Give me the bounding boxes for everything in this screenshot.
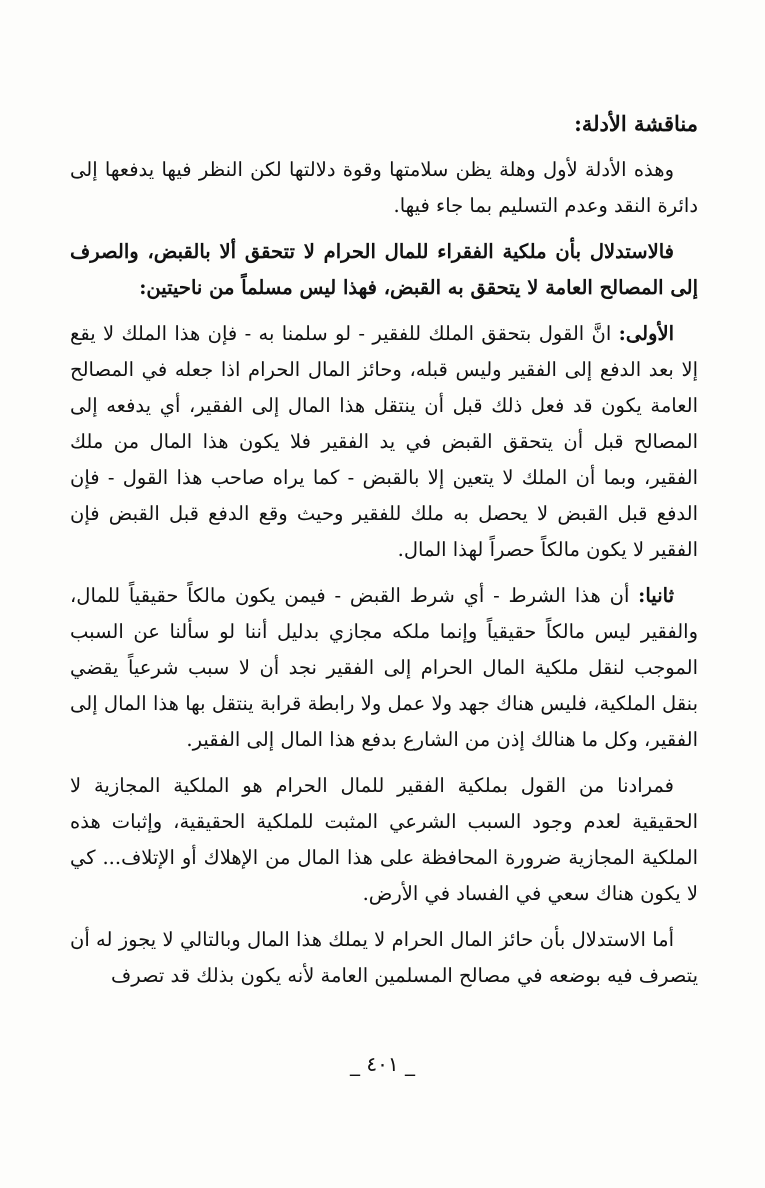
first-point-text: انَّ القول بتحقق الملك للفقير - لو سلمنا به - فإن هذا الملك لا يقع إلا بعد الدفع إلى الفقير وليس قبله، وحائز المال الحرام اذا جعله في المصالح العامة يكون قد فعل ذلك قبل أن ينتقل هذا المال إلى الفقير، أي يدفعه إلى المصالح قبل أن يتحقق القبض في يد الفقير فلا يكون هذا المال من ملك الفقير، وبما أن الملك لا يتعين إلا بالقبض - كما يراه صاحب هذا القول - فإن الدفع قبل القبض لا يحصل به ملك للفقير وحيث وقع الدفع قبل القبض فإن الفقير لا يكون مالكاً حصراً لهذا المال. bbox=[70, 322, 698, 561]
page-body bbox=[70, 110, 698, 994]
first-point-label: الأولى: bbox=[618, 322, 674, 345]
spacer bbox=[70, 306, 698, 316]
section-heading: مناقشة الأدلة: bbox=[574, 111, 698, 136]
paragraph-claim: فالاستدلال بأن ملكية الفقراء للمال الحرام لا تتحقق ألا بالقبض، والصرف إلى المصالح العامة لا يتحقق به القبض، فهذا ليس مسلماً من ناحيتين: bbox=[70, 240, 698, 299]
paragraph-next-argument: أما الاستدلال بأن حائز المال الحرام لا يملك هذا المال وبالتالي لا يجوز له أن يتصرف فيه بوضعه في مصالح المسلمين العامة لأنه يكون بذلك قد تصرف bbox=[70, 928, 698, 987]
second-point-label: ثانيا: bbox=[638, 584, 674, 607]
paragraph-first-point bbox=[70, 316, 698, 568]
second-point-text: أن هذا الشرط - أي شرط القبض - فيمن يكون مالكاً حقيقياً للمال، والفقير ليس مالكاً حقيقياً وإنما ملكه مجازي بدليل أننا لو سألنا عن السبب الموجب لنقل ملكية المال الحرام إلى الفقير نجد أن لا سبب شرعياً يقضي بنقل الملكية، فليس هناك جهد ولا عمل ولا رابطة قرابة ينتقل بها هذا المال إلى الفقير، وكل ما هنالك إذن من الشارع بدفع هذا المال إلى الفقير. bbox=[70, 584, 698, 751]
paragraph-conclusion: فمرادنا من القول بملكية الفقير للمال الحرام هو الملكية المجازية لا الحقيقية لعدم وجود السبب الشرعي المثبت للملكية الحقيقية، وإثبات هذه الملكية المجازية ضرورة المحافظة على هذا المال من الإهلاك أو الإتلاف... كي لا يكون هناك سعي في الفساد في الأرض. bbox=[70, 774, 698, 905]
spacer bbox=[70, 758, 698, 768]
spacer bbox=[70, 224, 698, 234]
spacer bbox=[70, 568, 698, 578]
paragraph-second-point bbox=[70, 578, 698, 758]
spacer bbox=[70, 912, 698, 922]
page-number: _ ٤٠١ _ bbox=[350, 1052, 415, 1076]
paragraph-intro: وهذه الأدلة لأول وهلة يظن سلامتها وقوة دلالتها لكن النظر فيها يدفعها إلى دائرة النقد وعدم التسليم بما جاء فيها. bbox=[70, 158, 698, 217]
